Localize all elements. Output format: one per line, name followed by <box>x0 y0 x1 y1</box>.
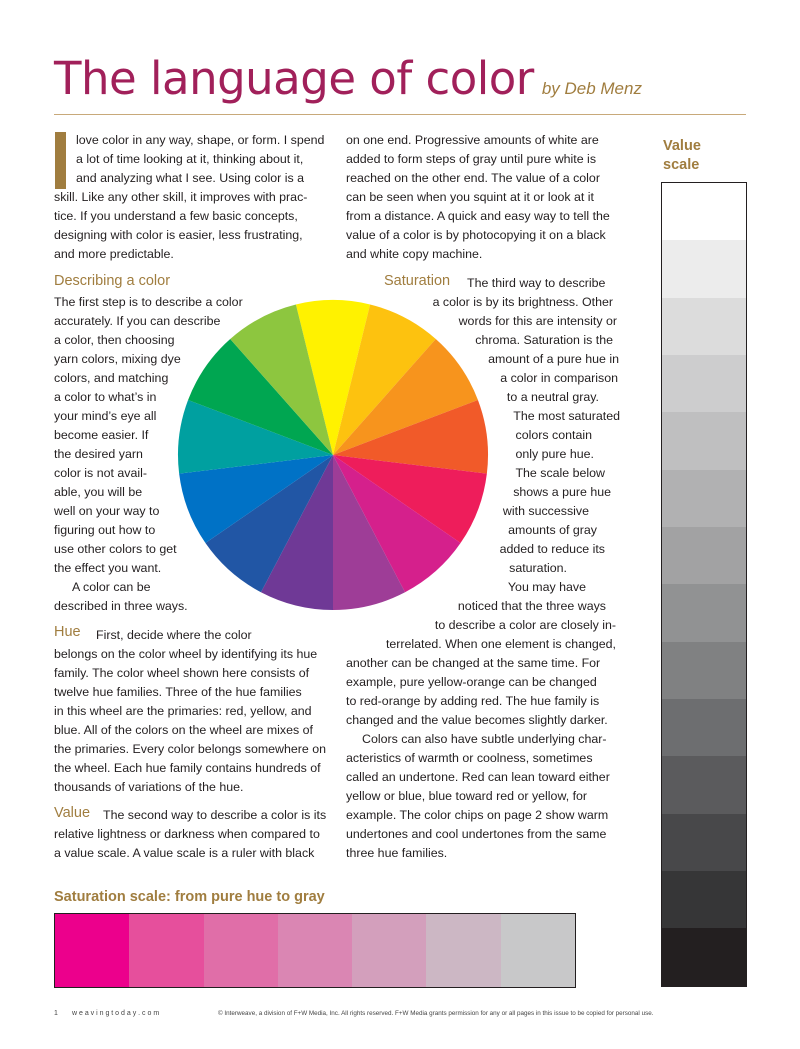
describing-line: use other colors to get <box>54 542 177 556</box>
col2-line: reached on the other end. The value of a color <box>346 171 600 185</box>
saturation-line: You may have <box>507 580 586 594</box>
value-scale <box>661 182 747 987</box>
describing-line: a color to what’s in <box>54 390 157 404</box>
value-scale-step <box>662 756 746 813</box>
saturation-line: a color in comparison <box>500 371 618 385</box>
saturation-line: only pure hue. <box>515 447 594 461</box>
col2-line: from a distance. A quick and easy way to tell the <box>346 209 610 223</box>
saturation-line: another can be changed at the same time. For <box>346 656 601 670</box>
value-scale-step <box>662 584 746 641</box>
value-scale-step <box>662 240 746 297</box>
title-rule <box>54 114 746 115</box>
saturation-line: colors contain <box>515 428 592 442</box>
intro-line: skill. Like any other skill, it improves with prac- <box>54 190 308 204</box>
value-line: The second way to describe a color is its <box>103 808 327 822</box>
describing-line: color is not avail- <box>54 466 147 480</box>
saturation-line: amount of a pure hue in <box>488 352 619 366</box>
intro-line: designing with color is easier, less frustrating, <box>54 228 303 242</box>
saturation-line: noticed that the three ways <box>457 599 606 613</box>
intro-line: and more predictable. <box>54 247 174 261</box>
hue-heading: Hue <box>54 624 81 640</box>
hue-line: in this wheel are the primaries: red, yellow, and <box>54 704 312 718</box>
saturation-scale-step <box>426 914 500 987</box>
col2-line: value of a color is by photocopying it on a black <box>346 228 606 242</box>
saturation-scale-step <box>129 914 203 987</box>
describing-line: The first step is to describe a color <box>54 295 243 309</box>
col2-line: can be seen when you squint at it or look at it <box>346 190 594 204</box>
describing-heading: Describing a color <box>54 273 171 289</box>
describing-line: your mind’s eye all <box>54 409 157 423</box>
describing-line: well on your way to <box>54 504 160 518</box>
value-scale-step <box>662 642 746 699</box>
saturation-line: to describe a color are closely in- <box>434 618 616 632</box>
saturation-scale-step <box>352 914 426 987</box>
value-heading: Value <box>54 805 91 821</box>
color-wheel <box>177 299 489 611</box>
value-scale-step <box>662 412 746 469</box>
describing-line: a color, then choosing <box>54 333 175 347</box>
describing-line: become easier. If <box>54 428 149 442</box>
describing-line: described in three ways. <box>54 599 188 613</box>
footer-page-number: 1 <box>54 1010 58 1017</box>
hue-line: First, decide where the color <box>96 628 252 642</box>
saturation-line: The scale below <box>515 466 605 480</box>
saturation-line: saturation. <box>509 561 567 575</box>
describing-line: figuring out how to <box>54 523 156 537</box>
saturation-scale-step <box>501 914 575 987</box>
describing-line: the desired yarn <box>54 447 143 461</box>
saturation-line: terrelated. When one element is changed, <box>385 637 616 651</box>
value-scale-step <box>662 699 746 756</box>
col2-line: added to form steps of gray until pure white is <box>346 152 597 166</box>
saturation-scale-step <box>278 914 352 987</box>
intro-line: tice. If you understand a few basic concepts, <box>54 209 298 223</box>
value-line: a value scale. A value scale is a ruler with black <box>54 846 315 860</box>
hue-line: belongs on the color wheel by identifying its hue <box>54 647 318 661</box>
drop-cap-bar <box>55 132 66 189</box>
saturation-line: to red-orange by adding red. The hue family is <box>346 694 600 708</box>
hue-line: twelve hue families. Three of the hue families <box>54 685 302 699</box>
value-scale-step <box>662 928 746 985</box>
value-scale-step <box>662 814 746 871</box>
saturation-line: changed and the value becomes slightly darker. <box>346 713 608 727</box>
intro-line: a lot of time looking at it, thinking about it, <box>76 152 304 166</box>
hue-line: family. The color wheel shown here consists of <box>54 666 310 680</box>
intro-line: love color in any way, shape, or form. I spend <box>76 133 325 147</box>
col2-line: on one end. Progressive amounts of white are <box>346 133 599 147</box>
hue-line: blue. All of the colors on the wheel are mixes of <box>54 723 313 737</box>
value-scale-label-line1: Value <box>663 138 701 154</box>
saturation-line: a color is by its brightness. Other <box>432 295 613 309</box>
saturation-line: called an undertone. Red can lean toward either <box>346 770 610 784</box>
saturation-line: example, pure yellow-orange can be changed <box>346 675 597 689</box>
describing-line: able, you will be <box>54 485 143 499</box>
saturation-line: words for this are intensity or <box>458 314 617 328</box>
describing-line: A color can be <box>72 580 151 594</box>
saturation-line: The third way to describe <box>467 276 606 290</box>
value-scale-step <box>662 527 746 584</box>
value-scale-label <box>663 137 701 175</box>
footer-site: w e a v i n g t o d a y . c o m <box>72 1010 160 1017</box>
value-scale-step <box>662 183 746 240</box>
value-scale-step <box>662 470 746 527</box>
saturation-scale-step <box>204 914 278 987</box>
saturation-line: shows a pure hue <box>513 485 611 499</box>
saturation-line: undertones and cool undertones from the same <box>346 827 607 841</box>
saturation-scale <box>54 913 576 988</box>
byline: by Deb Menz <box>541 79 642 98</box>
hue-line: the primaries. Every color belongs somewhere on <box>54 742 327 756</box>
describing-line: accurately. If you can describe <box>54 314 221 328</box>
saturation-line: with successive <box>502 504 589 518</box>
saturation-line: The most saturated <box>513 409 620 423</box>
describing-line: the effect you want. <box>54 561 162 575</box>
hue-line: the wheel. Each hue family contains hundreds of <box>54 761 321 775</box>
hue-line: thousands of variations of the hue. <box>54 780 244 794</box>
value-scale-step <box>662 298 746 355</box>
saturation-line: example. The color chips on page 2 show warm <box>346 808 609 822</box>
saturation-line: Colors can also have subtle underlying char- <box>362 732 607 746</box>
saturation-heading: Saturation <box>384 273 451 289</box>
title-row <box>54 52 642 105</box>
saturation-line: amounts of gray <box>508 523 597 537</box>
saturation-line: added to reduce its <box>499 542 605 556</box>
saturation-line: three hue families. <box>346 846 448 860</box>
describing-line: yarn colors, mixing dye <box>54 352 181 366</box>
value-scale-step <box>662 871 746 928</box>
saturation-scale-step <box>55 914 129 987</box>
value-scale-step <box>662 355 746 412</box>
footer-copyright: © Interweave, a division of F+W Media, Inc. All rights reserved. F+W Media grants permission for any or all pages in this issue to be copied for personal use. <box>218 1010 654 1017</box>
saturation-scale-heading: Saturation scale: from pure hue to gray <box>54 889 325 905</box>
describing-line: colors, and matching <box>54 371 169 385</box>
saturation-line: yellow or blue, blue toward red or yellow, for <box>346 789 588 803</box>
saturation-line: to a neutral gray. <box>506 390 599 404</box>
saturation-line: chroma. Saturation is the <box>475 333 613 347</box>
value-scale-label-line2: scale <box>663 157 700 173</box>
value-line: relative lightness or darkness when compared to <box>54 827 320 841</box>
col2-line: and white copy machine. <box>346 247 483 261</box>
page-title: The language of color <box>54 52 534 105</box>
intro-line: and analyzing what I see. Using color is a <box>76 171 304 185</box>
saturation-line: acteristics of warmth or coolness, sometimes <box>346 751 593 765</box>
